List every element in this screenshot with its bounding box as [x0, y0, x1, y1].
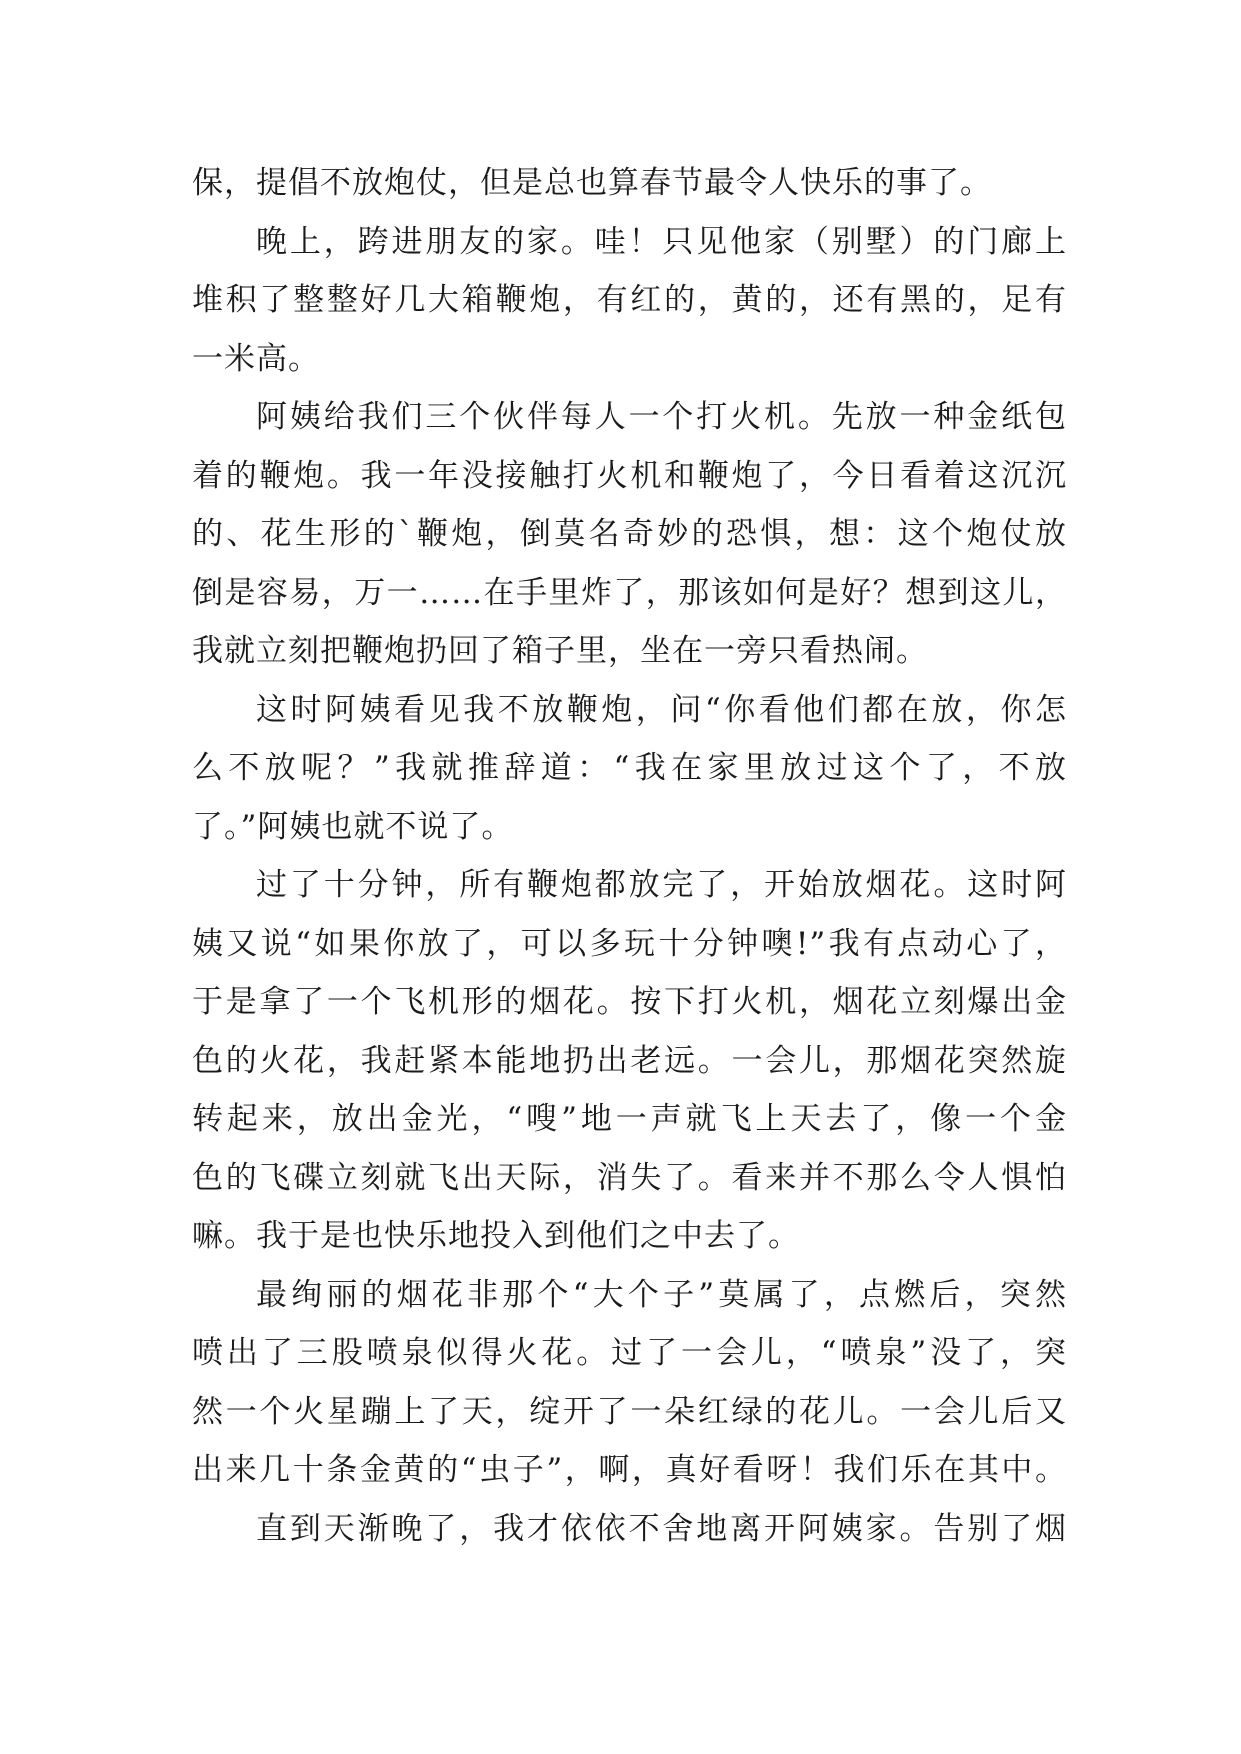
text-line: 嘛。我于是也快乐地投入到他们之中去了。	[192, 1218, 800, 1254]
text-line: 么不放呢？”我就推辞道：“我在家里放过这个了，不放	[192, 750, 1067, 786]
text-line: 最绚丽的烟花非那个“大个子”莫属了，点燃后，突然	[256, 1276, 1067, 1313]
text-line: 的、花生形的`鞭炮，倒莫名奇妙的恐惧，想：这个炮仗放	[192, 516, 1067, 552]
text-line: 出来几十条金黄的“虫子”，啊，真好看呀！我们乐在其中。	[192, 1452, 1067, 1488]
text-line: 转起来，放出金光，“嗖”地一声就飞上天去了，像一个金	[192, 1101, 1067, 1137]
text-line: 阿姨给我们三个伙伴每人一个打火机。先放一种金纸包	[256, 399, 1067, 435]
text-line: 姨又说“如果你放了，可以多玩十分钟噢!”我有点动心了，	[192, 925, 1067, 962]
text-line: 晚上，跨进朋友的家。哇！只见他家（别墅）的门廊上	[256, 223, 1067, 260]
text-line: 我就立刻把鞭炮扔回了箱子里，坐在一旁只看热闹。	[192, 633, 928, 669]
text-line: 过了十分钟，所有鞭炮都放完了，开始放烟花。这时阿	[256, 867, 1067, 903]
text-line: 倒是容易，万一……在手里炸了，那该如何是好？想到这儿，	[192, 574, 1067, 611]
text-line: 然一个火星蹦上了天，绽开了一朵红绿的花儿。一会儿后又	[192, 1393, 1067, 1430]
text-line: 了。”阿姨也就不说了。	[192, 808, 514, 845]
text-line: 堆积了整整好几大箱鞭炮，有红的，黄的，还有黑的，足有	[192, 282, 1067, 318]
text-line: 喷出了三股喷泉似得火花。过了一会儿，“喷泉”没了，突	[192, 1335, 1067, 1371]
text-line: 保，提倡不放炮仗，但是总也算春节最令人快乐的事了。	[192, 165, 992, 201]
text-line: 直到天渐晚了，我才依依不舍地离开阿姨家。告别了烟	[256, 1510, 1067, 1547]
text-line: 这时阿姨看见我不放鞭炮，问“你看他们都在放，你怎	[256, 691, 1067, 728]
text-line: 于是拿了一个飞机形的烟花。按下打火机，烟花立刻爆出金	[192, 984, 1067, 1020]
text-line: 色的飞碟立刻就飞出天际，消失了。看来并不那么令人惧怕	[192, 1159, 1067, 1196]
document-body	[192, 154, 1067, 1558]
text-line: 着的鞭炮。我一年没接触打火机和鞭炮了，今日看着这沉沉	[192, 457, 1067, 494]
text-line: 色的火花，我赶紧本能地扔出老远。一会儿，那烟花突然旋	[192, 1042, 1067, 1079]
text-line: 一米高。	[192, 340, 320, 377]
